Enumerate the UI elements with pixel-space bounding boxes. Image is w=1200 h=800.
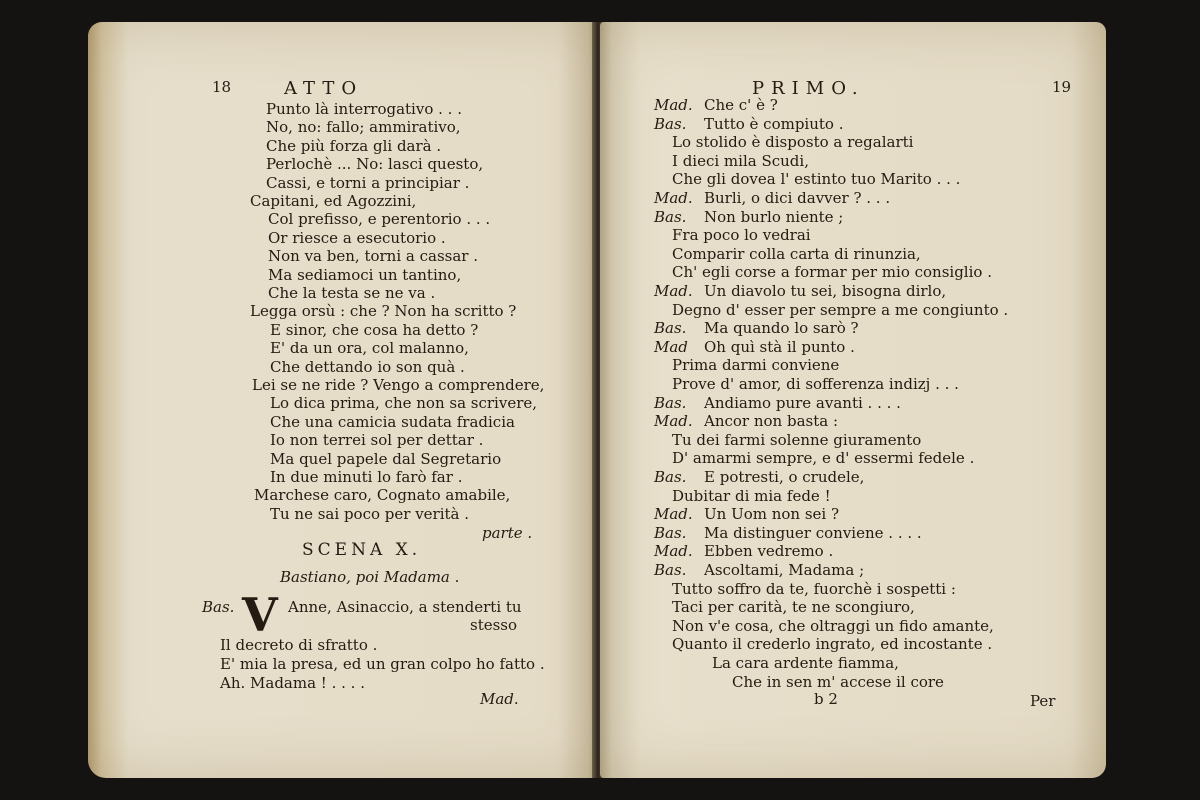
dialogue-line: Un diavolo tu sei, bisogna dirlo, [704,282,947,300]
dialogue-line: Quanto il crederlo ingrato, ed incostante . [672,635,993,654]
verse-line: Che più forza gli darà . [266,136,442,155]
speaker-label: Bas. [654,393,687,412]
speaker-label: Mad. [654,412,693,431]
verse-line: Ma quel papele dal Segretario [270,449,502,468]
dialogue-line: Un Uom non sei ? [704,505,840,524]
dialogue-line: Ebben vedremo . [704,542,834,561]
dialogue-line: Che c' è ? [704,96,778,114]
dialogue-line: Che gli dovea l' estinto tuo Marito . . . [672,170,961,189]
speaker-label: Mad. [654,96,693,114]
speaker-label: Bas. [654,207,687,226]
scene-characters: Bastiano, poi Madama . [280,568,460,586]
speaker-label: Bas. [654,523,687,542]
verse-line: No, no: fallo; ammirativo, [266,118,461,137]
verse-line: E' da un ora, col malanno, [270,339,469,358]
dialogue-line: I dieci mila Scudi, [672,151,809,170]
verse-line: Tu ne sai poco per verità . [270,504,470,523]
dialogue-line: Non v'e cosa, che oltraggi un fido amante, [672,616,994,635]
dialogue-line: Che in sen m' accese il core [732,672,944,691]
speaker-label: Bas. [202,598,235,616]
speaker-label: Bas. [654,561,687,579]
dialogue-line: Oh quì stà il punto . [704,337,855,356]
dialogue-line: Prima darmi conviene [672,356,840,375]
dialogue-line: Prove d' amor, di sofferenza indizj . . . [672,375,959,393]
speaker-label: Bas. [654,468,687,486]
dialogue-line: Tutto è compiuto . [704,114,844,133]
speaker-label: Mad. [654,282,693,300]
verse-line: E' mia la presa, ed un gran colpo ho fatto . [220,655,545,673]
dialogue-line: Ch' egli corse a formar per mio consiglio . [672,263,992,282]
running-head: PRIMO. [752,78,865,99]
stage-direction: parte . [482,524,533,542]
dialogue-line: Non burlo niente ; [704,207,844,226]
dialogue-line: Lo stolido è disposto a regalarti [672,133,914,152]
verse-line: Io non terrei sol per dettar . [270,431,484,450]
first-line-cont: stesso [470,616,518,634]
dialogue-line: Ma distinguer conviene . . . . [704,523,922,542]
dialogue-line: Burli, o dici davver ? . . . [704,189,891,207]
signature-mark: b 2 [814,690,838,708]
page-number: 19 [1052,78,1072,96]
speaker-label: Mad. [654,189,693,207]
first-line: Anne, Asinaccio, a stenderti tu [288,598,522,616]
verse-line: Lo dica prima, che non sa scrivere, [270,394,538,413]
catchword: Mad. [480,690,519,708]
verse-line: Il decreto di sfratto . [220,636,378,654]
verse-line: E sinor, che cosa ha detto ? [270,320,479,339]
dialogue-line: Tutto soffro da te, fuorchè i sospetti : [672,579,956,598]
dialogue-line: Ascoltami, Madama ; [704,561,865,579]
verse-line: Perlochè ... No: lasci questo, [266,155,484,174]
verse-line: Non va ben, torni a cassar . [268,247,478,266]
speaker-label: Mad. [654,505,693,524]
verse-line: Che una camicia sudata fradicia [270,412,515,431]
dialogue-line: Degno d' esser per sempre a me congiunto . [672,300,1009,319]
dialogue-line: Andiamo pure avanti . . . . [704,393,901,412]
dialogue-line: D' amarmi sempre, e d' essermi fedele . [672,449,975,468]
page-number: 18 [212,78,232,96]
drop-cap: V [242,588,278,642]
catchword: Per [1030,692,1056,710]
dialogue-line: Ancor non basta : [704,412,839,431]
verse-line: Lei se ne ride ? Vengo a comprendere, [252,376,545,394]
speaker-label: Bas. [654,114,687,133]
open-book [88,22,1110,782]
speaker-label: Bas. [654,319,687,338]
verse-line: Ah. Madama ! . . . . [220,674,365,692]
verse-line: Che la testa se ne va . [268,284,436,302]
dialogue-line: Tu dei farmi solenne giuramento [672,430,922,449]
speaker-label: Mad [654,337,688,356]
verse-line: Cassi, e torni a principiar . [266,173,470,192]
verse-line: Legga orsù : che ? Non ha scritto ? [250,302,517,321]
left-page [88,22,596,778]
dialogue-line: Ma quando lo sarò ? [704,319,859,338]
verse-line: Ma sediamoci un tantino, [268,265,462,284]
verse-line: Punto là interrogativo . . . [266,100,462,118]
right-page [600,22,1106,778]
verse-line: Marchese caro, Cognato amabile, [254,486,511,505]
verse-line: In due minuti lo farò far . [270,468,463,486]
dialogue-line: E potresti, o crudele, [704,468,865,486]
verse-line: Che dettando io son quà . [270,357,465,376]
verse-line: Capitani, ed Agozzini, [250,192,417,210]
dialogue-line: Taci per carità, te ne scongiuro, [672,598,915,617]
dialogue-line: Fra poco lo vedrai [672,226,811,245]
verse-line: Or riesce a esecutorio . [268,228,446,247]
dialogue-line: Dubitar di mia fede ! [672,486,831,505]
speaker-label: Mad. [654,542,693,561]
dialogue-line: Comparir colla carta di rinunzia, [672,244,921,263]
dialogue-line: La cara ardente fiamma, [712,654,899,672]
verse-line: Col prefisso, e perentorio . . . [268,210,491,229]
scene-title: SCENA X. [302,540,422,560]
running-head: ATTO [284,78,364,99]
